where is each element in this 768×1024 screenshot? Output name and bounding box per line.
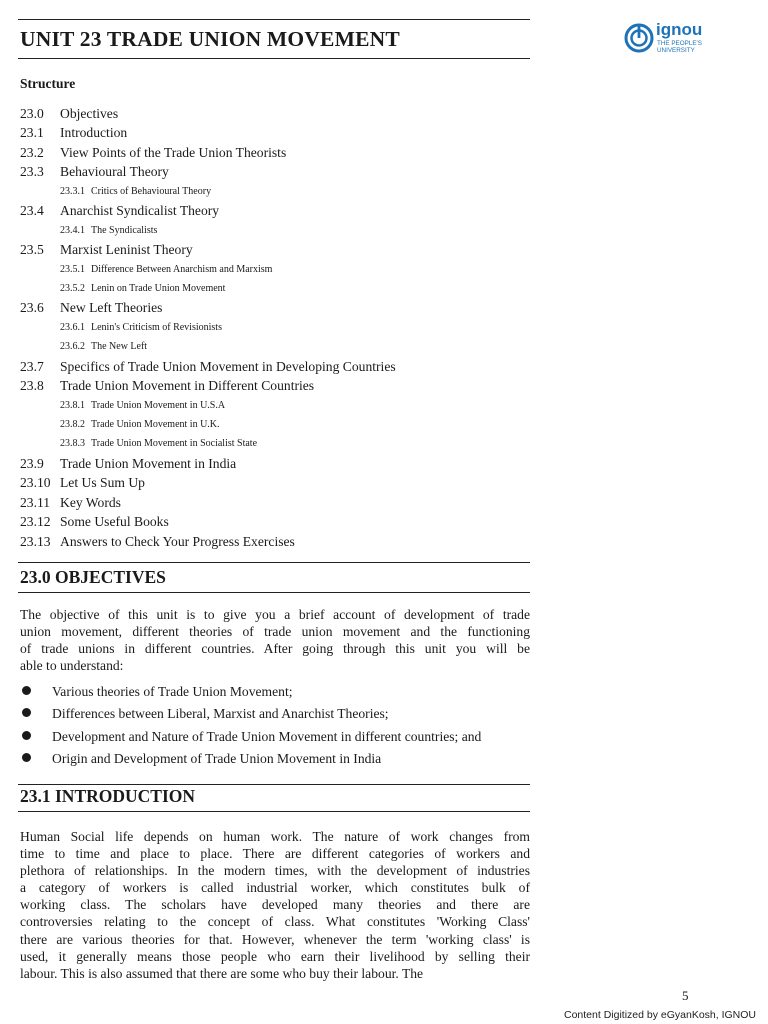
toc-title: New Left Theories xyxy=(60,300,163,316)
paragraph-line: Human Social life depends on human work. The nature of work changes from xyxy=(20,829,530,844)
toc-title: Critics of Behavioural Theory xyxy=(91,185,212,197)
toc-title: Let Us Sum Up xyxy=(60,475,145,491)
objectives-top-rule xyxy=(18,562,530,563)
toc-title: Trade Union Movement in India xyxy=(60,455,237,471)
toc-number: 23.5.2 xyxy=(60,282,85,294)
toc-number: 23.1 xyxy=(20,125,44,141)
toc-title: Answers to Check Your Progress Exercises xyxy=(60,533,295,549)
toc-title: The New Left xyxy=(91,341,148,353)
bullet-dot-icon xyxy=(22,686,31,695)
toc-number: 23.2 xyxy=(20,144,44,160)
toc-entry xyxy=(20,201,540,220)
toc-number: 23.8.1 xyxy=(60,399,85,411)
objectives-paragraph xyxy=(20,606,530,674)
toc-title: Objectives xyxy=(60,106,119,121)
toc-number: 23.6.1 xyxy=(60,321,85,333)
toc-subentry xyxy=(20,182,540,201)
toc-entry xyxy=(20,512,540,531)
objectives-bottom-rule xyxy=(18,592,530,593)
toc-entry xyxy=(20,162,540,181)
toc-title: Lenin on Trade Union Movement xyxy=(91,282,226,294)
bullet-item xyxy=(20,726,540,748)
paragraph-line: there are various theories for that. However, whenever the term 'working class' is xyxy=(20,931,530,947)
paragraph-line: The objective of this unit is to give you a brief account of development of trade xyxy=(20,607,530,622)
toc-number: 23.5 xyxy=(20,242,44,258)
toc-title: Difference Between Anarchism and Marxism xyxy=(91,263,273,275)
toc-number: 23.5.1 xyxy=(60,263,85,275)
toc-number: 23.8.3 xyxy=(60,438,85,450)
toc-number: 23.13 xyxy=(20,533,51,549)
paragraph-line: plethora of relationships. In the modern times, with the development of industries xyxy=(20,863,530,879)
bullet-item xyxy=(20,681,540,703)
toc-title: Some Useful Books xyxy=(60,514,169,530)
toc-entry xyxy=(20,104,540,123)
toc-subentry xyxy=(20,396,540,415)
intro-top-rule xyxy=(18,784,530,785)
page-number: 5 xyxy=(682,988,689,1003)
introduction-heading: 23.1 INTRODUCTION xyxy=(20,786,196,806)
logo-tagline xyxy=(657,40,702,54)
bullet-text: Development and Nature of Trade Union Movement in different countries; and xyxy=(52,728,482,744)
toc-title: The Syndicalists xyxy=(91,224,158,236)
paragraph-line: time to time and place to place. There are different categories of workers and xyxy=(20,846,530,862)
logo-brand: ignou xyxy=(656,20,703,39)
toc-number: 23.3 xyxy=(20,164,44,180)
toc-subentry xyxy=(20,337,540,356)
toc-entry xyxy=(20,473,540,492)
toc-title: Behavioural Theory xyxy=(60,164,169,180)
toc-title: Trade Union Movement in Different Countries xyxy=(60,378,315,394)
toc-number: 23.9 xyxy=(20,455,44,471)
toc-number: 23.11 xyxy=(20,494,51,510)
toc-title: Trade Union Movement in Socialist State xyxy=(91,438,258,450)
toc-title: Specifics of Trade Union Movement in Developing Countries xyxy=(60,358,396,374)
bullet-item xyxy=(20,703,540,725)
bullet-item xyxy=(20,748,540,770)
toc-subentry xyxy=(20,279,540,298)
toc-number: 23.7 xyxy=(20,358,44,374)
toc-subentry xyxy=(20,260,540,279)
toc-title: View Points of the Trade Union Theorists xyxy=(60,144,287,160)
bullet-text: Differences between Liberal, Marxist and Anarchist Theories; xyxy=(52,706,389,722)
table-of-contents xyxy=(20,104,540,551)
structure-heading: Structure xyxy=(20,76,76,91)
paragraph-line: able to understand: xyxy=(20,658,124,674)
toc-entry xyxy=(20,357,540,376)
toc-subentry xyxy=(20,221,540,240)
toc-entry xyxy=(20,376,540,395)
bullet-text: Origin and Development of Trade Union Movement in India xyxy=(52,751,382,767)
top-rule xyxy=(18,19,530,20)
toc-entry xyxy=(20,532,540,551)
paragraph-line: labour. This is also assumed that there are some who buy their labour. The xyxy=(20,965,424,981)
toc-entry xyxy=(20,493,540,512)
title-rule xyxy=(18,58,530,59)
bullet-text: Various theories of Trade Union Movement; xyxy=(52,684,293,699)
paragraph-line: of trade unions in different countries. After going through this unit you will be xyxy=(20,641,530,657)
toc-entry xyxy=(20,240,540,259)
objectives-bullet-list xyxy=(20,681,540,771)
toc-number: 23.3.1 xyxy=(60,185,85,197)
paragraph-line: working class. The scholars have developed many theories and there are xyxy=(20,897,530,913)
logo-tagline-line1: THE PEOPLE'S xyxy=(657,40,702,47)
paragraph-line: a category of workers is called industrial worker, which constitutes bulk of xyxy=(20,880,530,896)
paragraph-line: controversies relating to the concept of class. What constitutes 'Working Class' xyxy=(20,914,530,930)
toc-number: 23.8.2 xyxy=(60,419,85,430)
toc-entry xyxy=(20,454,540,473)
bullet-dot-icon xyxy=(22,708,31,717)
toc-number: 23.0 xyxy=(20,106,44,121)
logo-tagline-line2: UNIVERSITY xyxy=(657,47,695,54)
intro-bottom-rule xyxy=(18,811,530,812)
toc-entry xyxy=(20,298,540,317)
toc-entry xyxy=(20,143,540,162)
toc-number: 23.4.1 xyxy=(60,224,85,236)
toc-title: Trade Union Movement in U.S.A xyxy=(91,399,226,411)
toc-title: Trade Union Movement in U.K. xyxy=(91,419,220,430)
toc-number: 23.12 xyxy=(20,514,51,530)
paragraph-line: union movement, different theories of trade union movement and the functioning xyxy=(20,624,530,640)
toc-title: Introduction xyxy=(60,125,128,141)
toc-title: Marxist Leninist Theory xyxy=(60,242,193,258)
paragraph-line: used, it generally means those people who earn their livelihood by selling their xyxy=(20,948,530,964)
digitization-credit: Content Digitized by eGyanKosh, IGNOU xyxy=(564,1009,757,1021)
ignou-emblem-icon xyxy=(624,23,654,53)
unit-title: UNIT 23 TRADE UNION MOVEMENT xyxy=(20,27,400,51)
introduction-paragraph xyxy=(20,828,530,982)
toc-number: 23.8 xyxy=(20,378,44,394)
toc-subentry xyxy=(20,415,540,434)
toc-title: Key Words xyxy=(60,494,121,510)
objectives-heading: 23.0 OBJECTIVES xyxy=(20,567,166,587)
toc-subentry xyxy=(20,434,540,453)
toc-title: Lenin's Criticism of Revisionists xyxy=(91,321,222,333)
toc-number: 23.4 xyxy=(20,203,44,219)
toc-title: Anarchist Syndicalist Theory xyxy=(60,203,220,219)
toc-entry xyxy=(20,123,540,142)
ignou-logo xyxy=(624,22,714,62)
toc-number: 23.6.2 xyxy=(60,341,85,353)
toc-subentry xyxy=(20,318,540,337)
toc-number: 23.10 xyxy=(20,475,51,491)
toc-number: 23.6 xyxy=(20,300,44,316)
bullet-dot-icon xyxy=(22,731,31,740)
bullet-dot-icon xyxy=(22,753,31,762)
